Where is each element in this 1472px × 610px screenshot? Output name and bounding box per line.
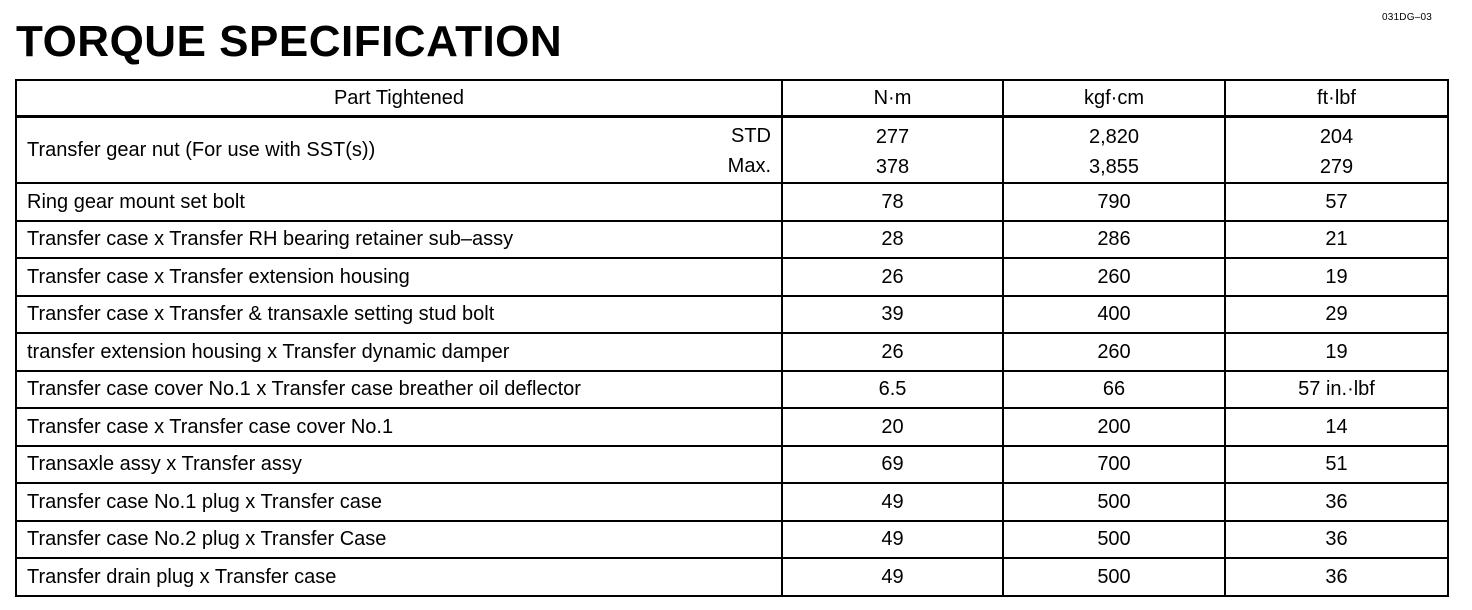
part-name: Transfer case cover No.1 x Transfer case breather oil deflector [16,371,782,409]
ftlbf-value: 36 [1225,521,1448,559]
document-code: 031DG–03 [1382,12,1432,23]
nm-value: 20 [782,408,1003,446]
max-kgfcm-value: 3,855 [1088,156,1140,178]
kgfcm-value: 500 [1003,558,1225,596]
page-title: TORQUE SPECIFICATION [16,17,563,66]
max-nm-value: 378 [875,156,910,178]
kgfcm-value: 260 [1003,333,1225,371]
ftlbf-value: 29 [1225,296,1448,334]
std-ftlbf-value: 204 [1319,126,1354,148]
ftlbf-value: 51 [1225,446,1448,484]
std-kgfcm-value: 2,820 [1088,126,1140,148]
part-name: Transfer gear nut (For use with SST(s)) [27,139,376,161]
ftlbf-value: 19 [1225,258,1448,296]
kgfcm-value: 500 [1003,483,1225,521]
spec-type-labels [728,124,771,184]
std-label: STD [731,125,771,147]
part-name: Transfer case x Transfer & transaxle setting stud bolt [16,296,782,334]
header-part-tightened: Part Tightened [16,80,782,117]
kgfcm-value: 260 [1003,258,1225,296]
kgfcm-value: 700 [1003,446,1225,484]
table-row [16,521,1448,559]
part-name: Transfer case No.2 plug x Transfer Case [16,521,782,559]
ftlbf-value: 21 [1225,221,1448,259]
part-cell [16,117,782,184]
kgfcm-value: 790 [1003,183,1225,221]
part-name: Transfer case x Transfer extension housing [16,258,782,296]
kgfcm-value: 66 [1003,371,1225,409]
header-kgfcm: kgf·cm [1003,80,1225,117]
header-nm: N·m [782,80,1003,117]
table-row [16,483,1448,521]
kgfcm-value: 400 [1003,296,1225,334]
max-ftlbf-value: 279 [1319,156,1354,178]
part-name: Transfer case x Transfer case cover No.1 [16,408,782,446]
nm-value: 28 [782,221,1003,259]
kgfcm-value: 200 [1003,408,1225,446]
table-row [16,333,1448,371]
kgfcm-value: 500 [1003,521,1225,559]
part-name: Transfer case No.1 plug x Transfer case [16,483,782,521]
nm-cell [782,117,1003,184]
nm-value: 69 [782,446,1003,484]
part-name: Ring gear mount set bolt [16,183,782,221]
nm-value: 39 [782,296,1003,334]
table-row [16,371,1448,409]
table-row-transfer-gear-nut [16,117,1448,184]
torque-spec-table [15,79,1449,597]
ftlbf-value: 57 in.·lbf [1225,371,1448,409]
ftlbf-value: 57 [1225,183,1448,221]
ftlbf-value: 14 [1225,408,1448,446]
table-row [16,221,1448,259]
nm-value: 49 [782,521,1003,559]
table-row [16,446,1448,484]
table-row [16,183,1448,221]
ftlbf-value: 36 [1225,558,1448,596]
ftlbf-cell [1225,117,1448,184]
part-name: Transaxle assy x Transfer assy [16,446,782,484]
kgfcm-value: 286 [1003,221,1225,259]
table-header-row [16,80,1448,117]
nm-value: 26 [782,333,1003,371]
kgfcm-cell [1003,117,1225,184]
part-name: Transfer case x Transfer RH bearing retainer sub–assy [16,221,782,259]
nm-value: 49 [782,483,1003,521]
part-name: transfer extension housing x Transfer dynamic damper [16,333,782,371]
ftlbf-value: 36 [1225,483,1448,521]
max-label: Max. [727,155,771,177]
table-row [16,296,1448,334]
table-row [16,558,1448,596]
nm-value: 6.5 [782,371,1003,409]
nm-value: 49 [782,558,1003,596]
std-nm-value: 277 [875,126,910,148]
header-ftlbf: ft·lbf [1225,80,1448,117]
ftlbf-value: 19 [1225,333,1448,371]
nm-value: 78 [782,183,1003,221]
nm-value: 26 [782,258,1003,296]
table-row [16,258,1448,296]
part-name: Transfer drain plug x Transfer case [16,558,782,596]
table-row [16,408,1448,446]
